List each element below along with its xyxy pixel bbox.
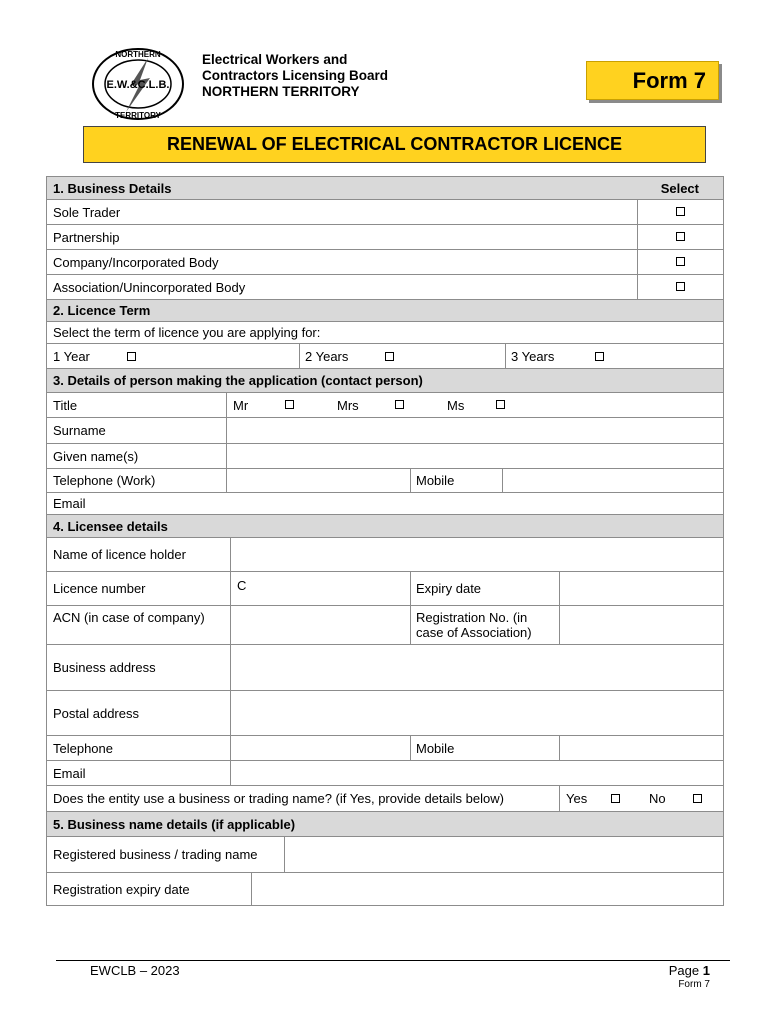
page-number-value: 1 (702, 963, 710, 978)
contact-email-row (46, 493, 724, 515)
section-5-header (46, 812, 724, 837)
licensee-mobile-label: Mobile (416, 740, 455, 756)
business-address-field[interactable] (231, 645, 723, 690)
telephone-work-field[interactable] (227, 469, 410, 492)
expiry-date-label: Expiry date (416, 581, 482, 596)
telephone-work-label: Telephone (Work) (53, 473, 156, 488)
trading-yes-checkbox[interactable] (611, 794, 620, 803)
trading-yes-label: Yes (566, 791, 588, 806)
registered-name-row (46, 837, 724, 873)
licensee-email-label: Email (53, 765, 86, 781)
licence-holder-label: Name of licence holder (53, 547, 186, 562)
registration-expiry-label: Registration expiry date (53, 881, 190, 897)
acn-label: ACN (in case of company) (53, 610, 205, 625)
trading-no-label: No (649, 791, 666, 806)
surname-field[interactable] (227, 418, 723, 443)
option-sole-trader-row (46, 200, 724, 225)
title-ms-label: Ms (447, 397, 465, 413)
licence-number-field[interactable]: C (237, 578, 247, 593)
section-3-heading: 3. Details of person making the application (contact person) (53, 373, 423, 388)
telephone-work-row (46, 469, 724, 493)
title-mr-label: Mr (233, 397, 249, 413)
section-5-heading: 5. Business name details (if applicable) (53, 816, 296, 832)
form-title: RENEWAL OF ELECTRICAL CONTRACTOR LICENCE (83, 126, 706, 163)
title-mrs-label: Mrs (337, 397, 359, 413)
section-4-heading: 4. Licensee details (53, 518, 168, 534)
org-line-1: Electrical Workers and (202, 52, 348, 67)
term-1-year-checkbox[interactable] (127, 352, 136, 361)
title-label: Title (53, 397, 78, 413)
logo-text: E.W.&C.L.B. (106, 79, 170, 91)
given-names-field[interactable] (227, 444, 723, 468)
registration-no-line-1: Registration No. (in (416, 610, 528, 625)
title-row (46, 393, 724, 418)
org-line-2: Contractors Licensing Board (202, 68, 389, 83)
sole-trader-checkbox[interactable] (676, 207, 685, 216)
option-company-row (46, 250, 724, 275)
contact-email-field[interactable] (227, 493, 723, 514)
licence-number-label: Licence number (53, 581, 146, 596)
licence-term-prompt: Select the term of licence you are applying for: (53, 325, 321, 340)
term-3-years-checkbox[interactable] (595, 352, 604, 361)
section-4-header (46, 515, 724, 538)
licensee-telephone-field[interactable] (231, 736, 410, 760)
registration-no-field[interactable] (560, 606, 723, 644)
option-association-row (46, 275, 724, 300)
licence-number-row (46, 572, 724, 606)
trading-name-question: Does the entity use a business or trading name? (if Yes, provide details below) (53, 791, 504, 806)
licensee-email-field[interactable] (231, 761, 723, 785)
footer-reference: EWCLB – 2023 (90, 963, 180, 978)
logo-top-text: NORTHERN (115, 50, 161, 59)
registration-no-label (410, 606, 538, 644)
title-mrs-checkbox[interactable] (395, 400, 404, 409)
option-label: Sole Trader (53, 204, 121, 220)
postal-address-label: Postal address (53, 705, 139, 721)
title-ms-checkbox[interactable] (496, 400, 505, 409)
form-label: Form 7 (586, 61, 719, 100)
page-number (640, 963, 710, 978)
section-3-header (46, 369, 724, 393)
option-label: Partnership (53, 229, 120, 245)
licensee-mobile-field[interactable] (560, 736, 723, 760)
select-column-label: Select (660, 180, 699, 196)
licence-holder-row (46, 538, 724, 572)
licence-holder-field[interactable] (231, 538, 723, 571)
acn-field[interactable] (231, 606, 410, 644)
footer-rule (56, 960, 730, 961)
option-label: Association/Unincorporated Body (53, 279, 246, 295)
business-address-label: Business address (53, 660, 156, 675)
expiry-date-field[interactable] (560, 572, 723, 605)
contact-mobile-label: Mobile (416, 473, 455, 488)
surname-row (46, 418, 724, 444)
licensee-email-row (46, 761, 724, 786)
company-checkbox[interactable] (676, 257, 685, 266)
given-names-label: Given name(s) (53, 448, 139, 464)
page-label: Page (668, 963, 700, 978)
business-address-row (46, 645, 724, 691)
ewclb-logo (90, 46, 186, 122)
licence-term-prompt-row (46, 322, 724, 344)
section-1-header (46, 176, 724, 200)
option-partnership-row (46, 225, 724, 250)
trading-name-question-row (46, 786, 724, 812)
postal-address-field[interactable] (231, 691, 723, 735)
contact-email-label: Email (53, 496, 86, 511)
logo-bottom-text: TERRITORY (115, 111, 161, 120)
term-2-years-checkbox[interactable] (385, 352, 394, 361)
organisation-name (202, 52, 388, 100)
partnership-checkbox[interactable] (676, 232, 685, 241)
registration-expiry-field[interactable] (252, 873, 723, 905)
registration-no-line-2: case of Association) (416, 625, 532, 640)
term-2-years-label: 2 Years (305, 348, 349, 364)
title-mr-checkbox[interactable] (285, 400, 294, 409)
footer-form-label: Form 7 (678, 979, 710, 990)
term-1-year-label: 1 Year (53, 348, 90, 364)
registered-name-label: Registered business / trading name (53, 847, 258, 862)
surname-label: Surname (53, 423, 106, 438)
term-3-years-label: 3 Years (511, 348, 555, 364)
section-1-heading: 1. Business Details (53, 180, 172, 196)
org-line-3: NORTHERN TERRITORY (202, 84, 360, 99)
option-label: Company/Incorporated Body (53, 254, 219, 270)
licensee-telephone-label: Telephone (53, 740, 113, 756)
licensee-telephone-row (46, 736, 724, 761)
trading-no-checkbox[interactable] (693, 794, 702, 803)
section-2-heading: 2. Licence Term (53, 303, 151, 318)
given-names-row (46, 444, 724, 469)
registered-name-field[interactable] (285, 837, 723, 872)
postal-address-row (46, 691, 724, 736)
registration-expiry-row (46, 873, 724, 906)
licence-term-row (46, 344, 724, 369)
section-2-header (46, 300, 724, 322)
acn-row (46, 606, 724, 645)
association-checkbox[interactable] (676, 282, 685, 291)
contact-mobile-field[interactable] (503, 469, 723, 492)
